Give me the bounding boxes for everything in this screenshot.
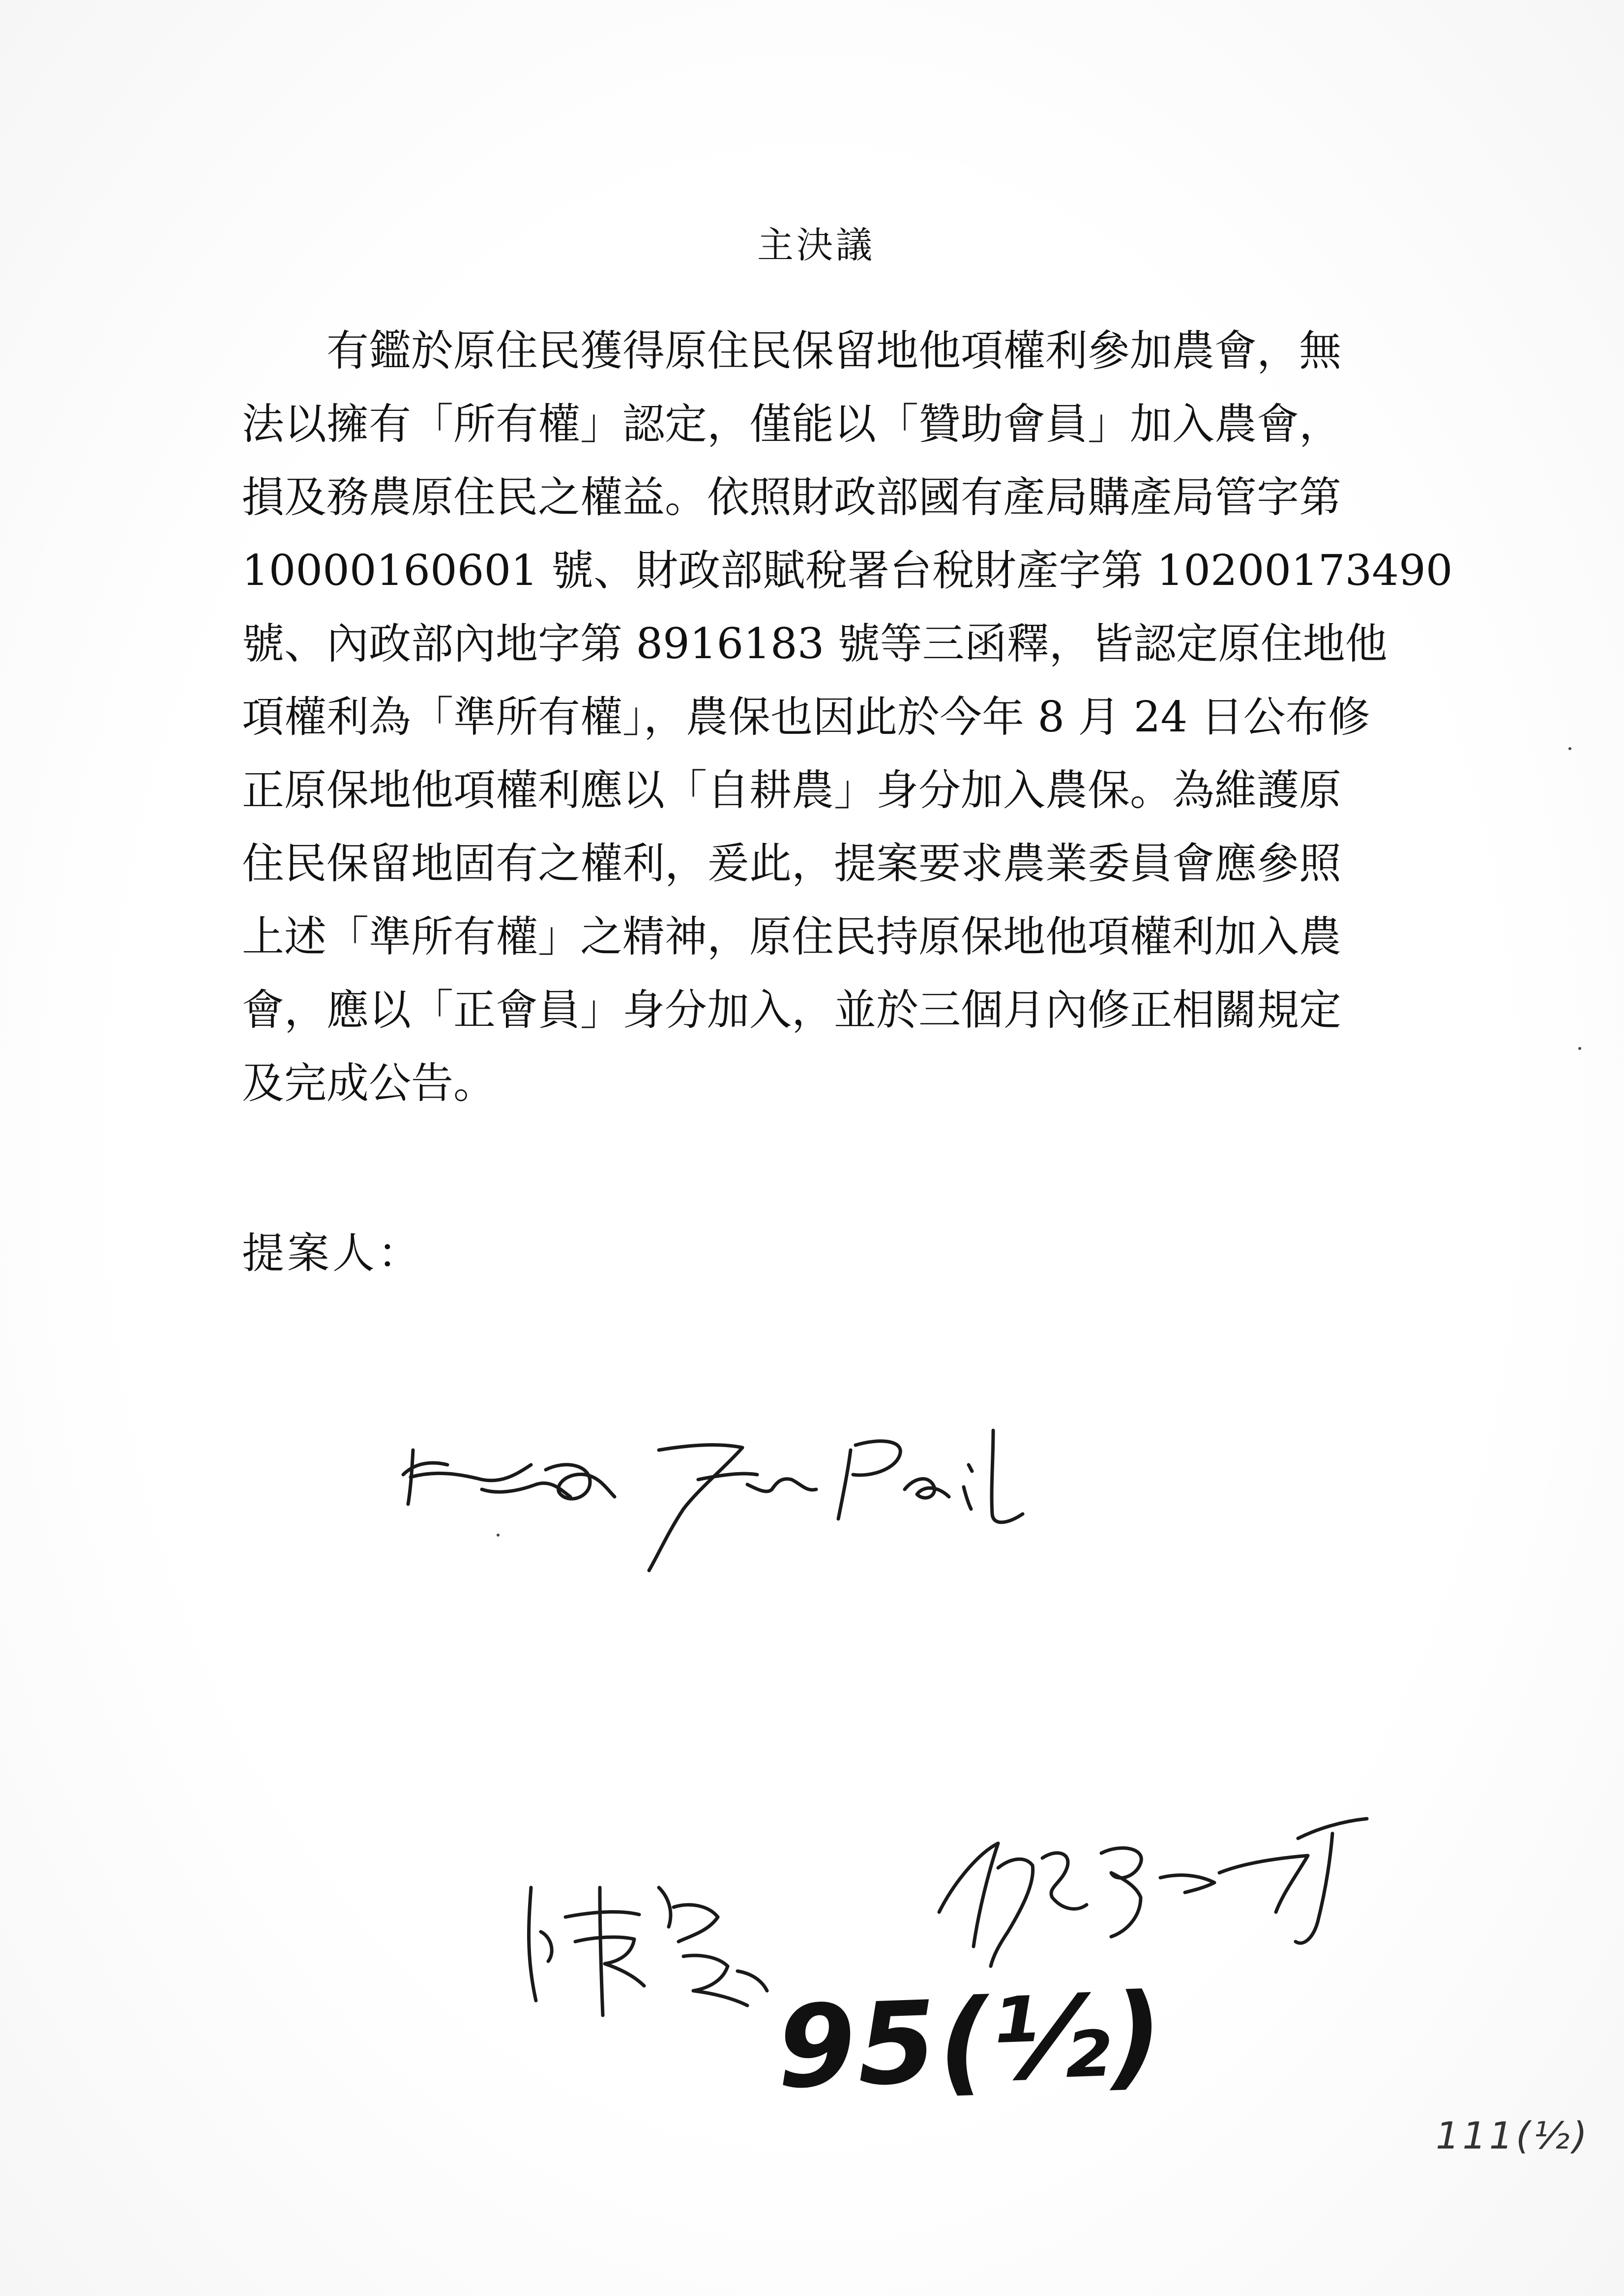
signature-1 (384, 1391, 1131, 1578)
scan-artifact (497, 1534, 500, 1537)
paragraph-line: 號、內政部內地字第 8916183 號等三函釋，皆認定原住地他 (242, 619, 1388, 668)
paragraph-line: 有鑑於原住民獲得原住民保留地他項權利參加農會，無 (326, 326, 1341, 376)
paragraph-line: 項權利為「準所有權」，農保也因此於今年 8 月 24 日公布修 (242, 693, 1370, 742)
proposer-label: 提案人： (242, 1229, 423, 1278)
page-number-corner: 111(½) (1436, 2114, 1591, 2157)
resolution-paragraph (242, 315, 1453, 1121)
page-number-main: 95(½) (774, 1969, 1167, 2114)
scan-artifact (1578, 1047, 1581, 1050)
paragraph-line: 損及務農原住民之權益。依照財政部國有產局購產局管字第 (242, 473, 1341, 522)
paragraph-line: 10000160601 號、財政部賦稅署台稅財產字第 10200173490 (242, 546, 1453, 595)
paragraph-line: 會，應以「正會員」身分加入，並於三個月內修正相關規定 (242, 986, 1341, 1035)
signature-2 (511, 1858, 787, 2035)
paragraph-line: 及完成公告。 (242, 1059, 496, 1108)
paragraph-line: 法以擁有「所有權」認定，僅能以「贊助會員」加入農會， (242, 400, 1341, 449)
paragraph-line: 住民保留地固有之權利，爰此，提案要求農業委員會應參照 (242, 839, 1341, 888)
paragraph-line: 正原保地他項權利應以「自耕農」身分加入農保。為維護原 (242, 766, 1341, 815)
scan-artifact (1568, 747, 1571, 750)
document-title: 主決議 (757, 224, 875, 266)
paragraph-line: 上述「準所有權」之精神，原住民持原保地他項權利加入農 (242, 912, 1341, 961)
